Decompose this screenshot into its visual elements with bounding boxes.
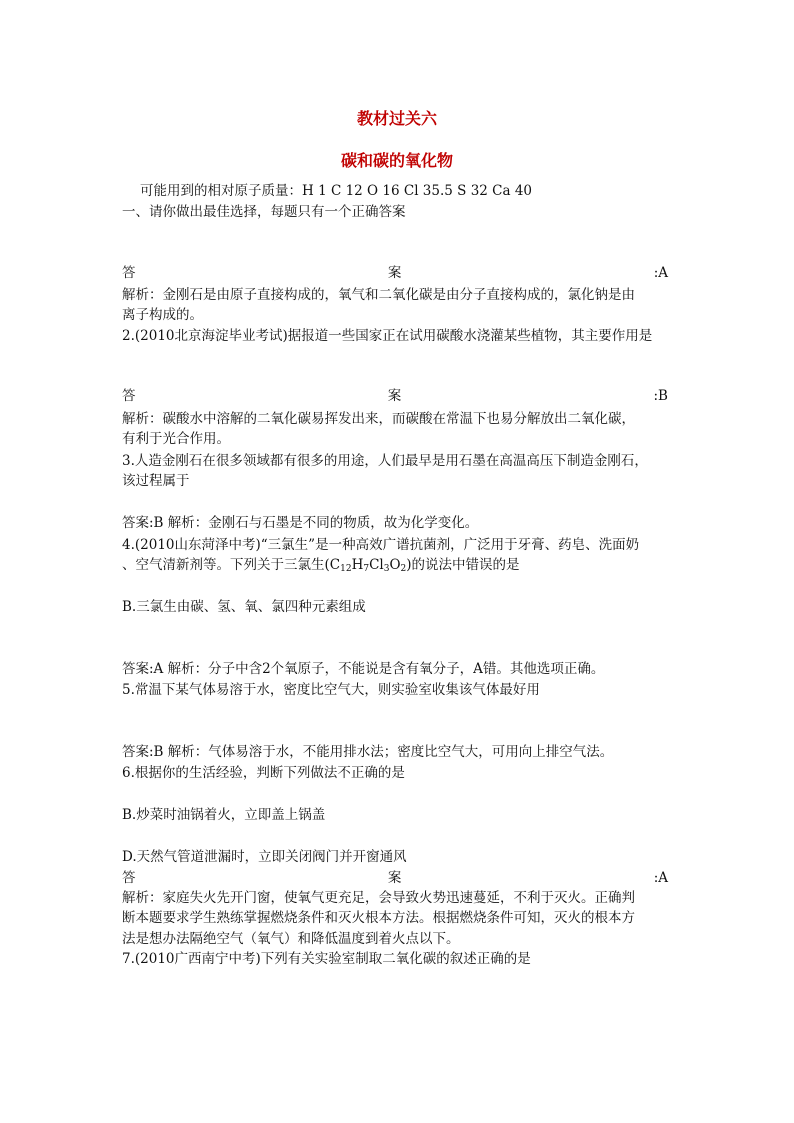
q6-answer [122, 868, 668, 888]
formula-element: H [351, 557, 364, 573]
q4-stem-2-text: 、空气清新剂等。下列关于三氯生(C [122, 557, 341, 573]
q5-stem: 5.常温下某气体易溶于水，密度比空气大，则实验室收集该气体最好用 [122, 682, 540, 698]
subscript: 12 [340, 564, 352, 574]
q6-option-d: D.天然气管道泄漏时，立即关闭阀门并开窗通风 [122, 849, 407, 865]
answer-value: :A [653, 265, 668, 281]
answer-value: :B [653, 388, 668, 404]
q4-answer: 答案:A 解析：分子中含2个氧原子，不能说是含有氧分子，A错。其他选项正确。 [122, 661, 605, 677]
doc-title: 教材过关六 [356, 109, 437, 128]
q6-explanation-2: 断本题要求学生熟练掌握燃烧条件和灭火根本方法。根据燃烧条件可知，灭火的根本方 [122, 910, 635, 926]
q6-option-b: B.炒菜时油锅着火，立即盖上锅盖 [122, 807, 326, 823]
q6-explanation-1: 解析：家庭失火先开门窗，使氧气更充足，会导致火势迅速蔓延，不利于灭火。正确判 [122, 890, 635, 906]
q6-stem: 6.根据你的生活经验，判断下列做法不正确的是 [122, 765, 405, 781]
answer-value: :A [653, 870, 668, 886]
answer-label-mid: 案 [387, 870, 402, 886]
q7-stem: 7.(2010广西南宁中考)下列有关实验室制取二氧化碳的叙述正确的是 [122, 951, 531, 967]
q4-option-b: B.三氯生由碳、氢、氧、氯四种元素组成 [122, 599, 366, 615]
answer-label-mid: 案 [387, 265, 402, 281]
section-heading: 一、请你做出最佳选择，每题只有一个正确答案 [122, 204, 406, 220]
formula-element: Cl [369, 557, 384, 573]
answer-label-left: 答 [122, 870, 136, 886]
q1-explanation-1: 解析：金刚石是由原子直接构成的，氧气和二氧化碳是由分子直接构成的，氯化钠是由 [122, 287, 635, 303]
q2-stem: 2.(2010北京海淀毕业考试)据报道一些国家正在试用碳酸水浇灌某些植物，其主要作用是 [122, 328, 653, 344]
q4-stem-2-tail: )的说法中错误的是 [406, 557, 520, 573]
subscript: 7 [363, 564, 370, 574]
q3-stem-2: 该过程属于 [122, 473, 190, 489]
q4-stem-2 [122, 555, 668, 575]
q2-explanation-1: 解析：碳酸水中溶解的二氧化碳易挥发出来，而碳酸在常温下也易分解放出二氧化碳， [122, 411, 635, 427]
q2-explanation-2: 有利于光合作用。 [122, 431, 230, 447]
q3-stem-1: 3.人造金刚石在很多领域都有很多的用途，人们最早是用石墨在高温高压下制造金刚石， [122, 453, 648, 469]
formula-element: O [389, 557, 401, 573]
q4-stem-1: 4.(2010山东菏泽中考)“三氯生”是一种高效广谱抗菌剂，广泛用于牙膏、药皂、洗面奶 [122, 537, 640, 553]
answer-label-left: 答 [122, 265, 136, 281]
q1-explanation-2: 离子构成的。 [122, 307, 203, 323]
q6-explanation-3: 法是想办法隔绝空气（氧气）和降低温度到着火点以下。 [122, 931, 460, 947]
doc-subtitle: 碳和碳的氧化物 [340, 151, 453, 170]
subscript: 3 [383, 564, 390, 574]
q1-answer [122, 263, 668, 283]
answer-label-mid: 案 [387, 388, 402, 404]
atomic-masses: 可能用到的相对原子质量：H 1 C 12 O 16 Cl 35.5 S 32 Ca 40 [140, 183, 533, 199]
q2-answer [122, 386, 668, 406]
q5-answer: 答案:B 解析：气体易溶于水，不能用排水法；密度比空气大，可用向上排空气法。 [122, 744, 614, 760]
subscript: 2 [400, 564, 407, 574]
q3-answer: 答案:B 解析：金刚石与石墨是不同的物质，故为化学变化。 [122, 515, 479, 531]
answer-label-left: 答 [122, 388, 136, 404]
